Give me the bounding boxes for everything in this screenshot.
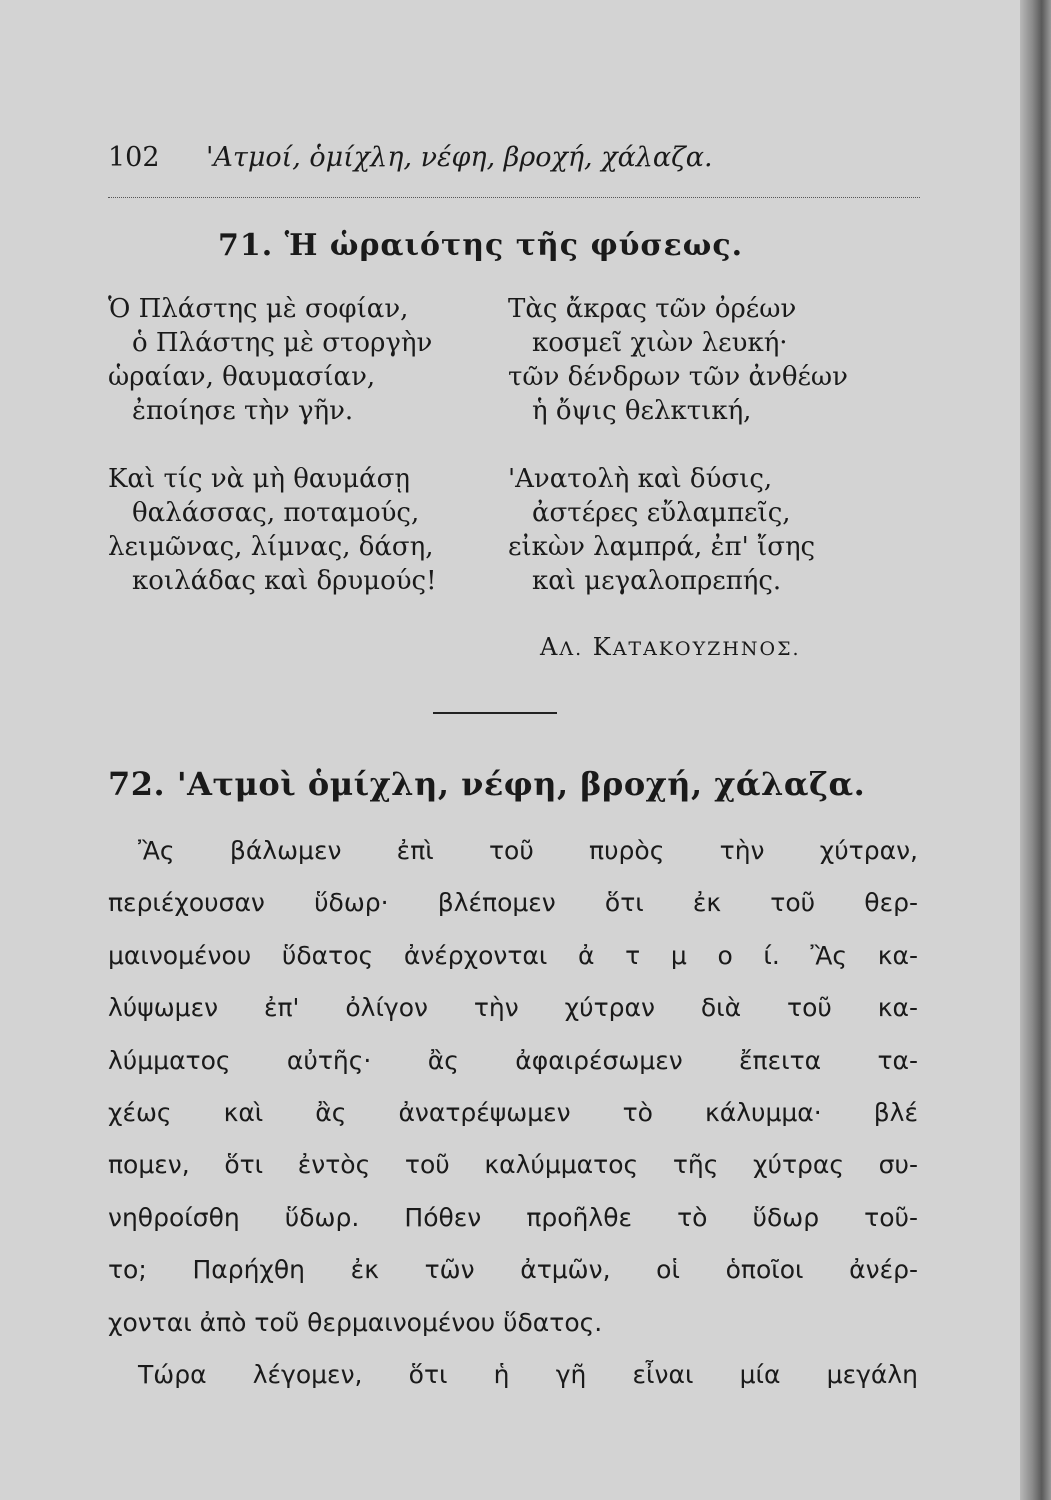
author-initial: Κ	[592, 633, 613, 661]
poem-right-column	[508, 292, 848, 632]
poem-line: Καὶ τίς νὰ μὴ θαυμάσῃ	[108, 464, 411, 494]
text-line: μαινομένου ὕδατος ἀνέρχονται ἀ τ μ ο ί. Ἂς κα-	[108, 940, 918, 970]
poem-line: 'Ανατολὴ καὶ δύσις,	[508, 464, 773, 494]
poem-stanza	[508, 292, 848, 428]
poem-left-column	[108, 292, 437, 632]
poem-line: ὁ Πλάστης μὲ στοργὴν	[132, 328, 433, 358]
page-number: 102	[108, 142, 160, 173]
poem-line: εἰκὼν λαμπρά, ἐπ' ἴσης	[508, 532, 816, 562]
author-part: Λ.	[559, 638, 584, 660]
poem-line: θαλάσσας, ποταμούς,	[132, 498, 420, 528]
poem-stanza	[108, 292, 437, 428]
poem-stanza	[508, 462, 848, 598]
poem-line: τῶν δένδρων τῶν ἀνθέων	[508, 362, 848, 392]
text-line: Ἂς βάλωμεν ἐπὶ τοῦ πυρὸς τὴν χύτραν,	[138, 836, 918, 865]
poem-line: κοσμεῖ χιὼν λευκή·	[532, 328, 788, 358]
poem-line: κοιλάδας καὶ δρυμούς!	[132, 566, 437, 596]
text-line: λύμματος αὐτῆς· ἂς ἀφαιρέσωμεν ἔπειτα τα-	[108, 1045, 918, 1075]
poem-line: Τὰς ἄκρας τῶν ὀρέων	[508, 294, 797, 324]
running-head	[108, 142, 918, 182]
text-line: Τώρα λέγομεν, ὅτι ἡ γῆ εἶναι μία μεγάλη	[138, 1359, 918, 1389]
poem-line: λειμῶνας, λίμνας, δάση,	[108, 532, 434, 562]
header-divider	[108, 197, 920, 198]
poem-stanza	[108, 462, 437, 598]
poem-line: ἐποίησε τὴν γῆν.	[132, 396, 354, 426]
poem-line: καὶ μεγαλοπρεπής.	[532, 566, 782, 596]
book-spine-edge	[1020, 0, 1051, 1500]
poem-line: ἀστέρες εὔλαμπεῖς,	[532, 498, 791, 528]
text-line: χονται ἀπὸ τοῦ θερμαινομένου ὕδατος.	[108, 1307, 603, 1337]
section-divider	[433, 712, 557, 714]
section-72-body	[108, 825, 918, 1401]
author-initial: Α	[540, 633, 560, 661]
text-line: περιέχουσαν ὕδωρ· βλέπομεν ὅτι ἐκ τοῦ θερ-	[108, 888, 918, 918]
poem-line: ἡ ὄψις θελκτική,	[532, 396, 752, 426]
running-title: 'Ατμοί, ὁμίχλη, νέφη, βροχή, χάλαζα.	[206, 142, 713, 173]
text-line: λύψωμεν ἐπ' ὀλίγον τὴν χύτραν διὰ τοῦ κα-	[108, 993, 918, 1023]
poem-line: Ὁ Πλάστης μὲ σοφίαν,	[108, 294, 409, 324]
section-72-heading: 72. 'Ατμοὶ ὁμίχλη, νέφη, βροχή, χάλαζα.	[108, 765, 866, 803]
text-line: χέως καὶ ἂς ἀνατρέψωμεν τὸ κάλυμμα· βλέ	[108, 1097, 918, 1127]
text-line: πομεν, ὅτι ἐντὸς τοῦ καλύμματος τῆς χύτρας συ-	[108, 1150, 918, 1180]
text-line: το; Παρήχθη ἐκ τῶν ἀτμῶν, οἱ ὁποῖοι ἀνέρ-	[108, 1255, 918, 1285]
author-part: ΑΤΑΚΟΥΖΗΝΟΣ.	[612, 638, 801, 660]
poem-line: ὡραίαν, θαυμασίαν,	[108, 362, 376, 392]
text-line: νηθροίσθη ὕδωρ. Πόθεν προῆλθε τὸ ὕδωρ τοῦ-	[108, 1202, 918, 1232]
poem-author	[540, 633, 801, 661]
section-71-heading: 71. Ἡ ὡραιότης τῆς φύσεως.	[218, 228, 744, 263]
